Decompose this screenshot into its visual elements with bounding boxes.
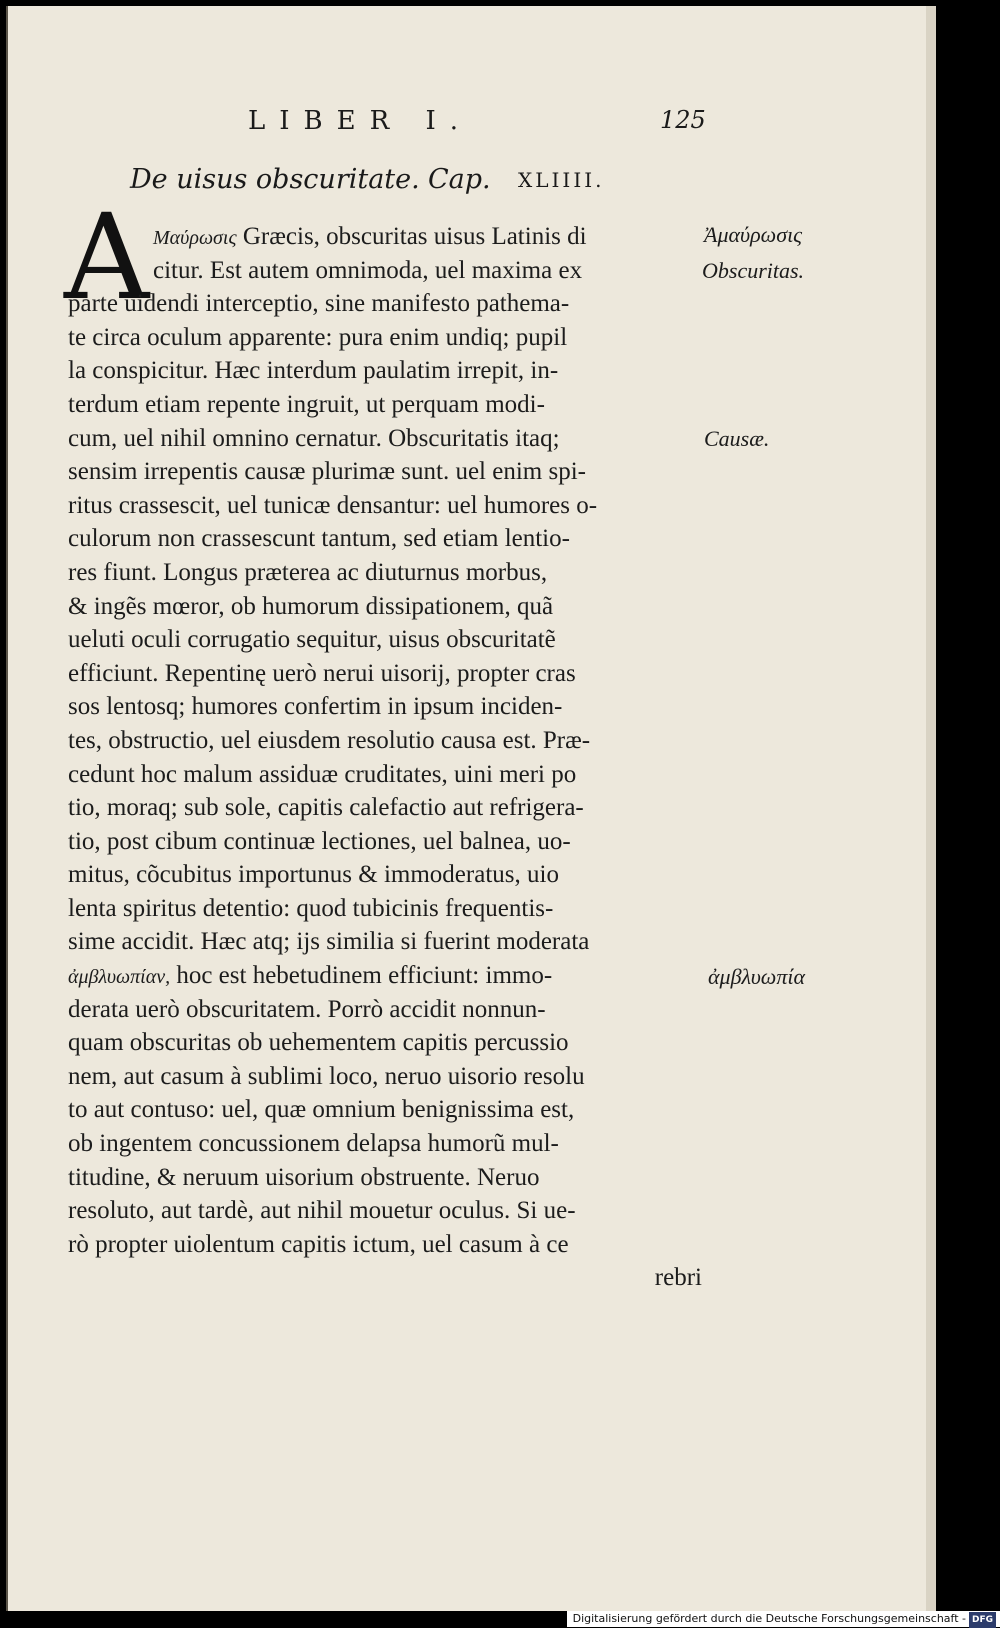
text-line: rò propter uiolentum capitis ictum, uel casum à ce [68, 1230, 569, 1258]
text-line: & ingẽs mœror, ob humorum dissipationem, quã [68, 592, 554, 620]
text-line: efficiunt. Repentinę uerò nerui uisorij, propter cras [68, 659, 576, 687]
running-head: LIBER I. [248, 106, 472, 136]
text-line: derata uerò obscuritatem. Porrò accidit nonnun- [68, 995, 546, 1023]
text-line: terdum etiam repente ingruit, ut perquam modi- [68, 390, 545, 418]
digitization-credit [567, 1611, 1000, 1627]
text-line: resoluto, aut tardè, aut nihil mouetur oculus. Si ue- [68, 1197, 576, 1225]
text-line: la conspicitur. Hæc interdum paulatim irrepit, in- [68, 357, 559, 385]
text-line-1-rest: Græcis, obscuritas uisus Latinis di [236, 223, 587, 250]
text-line: res fiunt. Longus præterea ac diuturnus morbus, [68, 558, 548, 586]
text-line-greek-rest: hoc est hebetudinem efficiunt: immo- [170, 962, 553, 990]
text-line-greek [68, 959, 708, 993]
book-page [6, 6, 936, 1611]
margin-note-causae: Causæ. [704, 426, 770, 451]
text-line: tio, post cibum continuæ lectiones, uel balnea, uo- [68, 827, 571, 855]
drop-cap-initial: A [64, 188, 150, 326]
text-line: tio, moraq; sub sole, capitis calefactio aut refrigera- [68, 794, 584, 822]
chapter-number: XLIIII. [518, 168, 605, 192]
text-line: tes, obstructio, uel eiusdem resolutio causa est. Præ- [68, 726, 591, 754]
text-line: titudine, & neruum uisorium obstruente. Neruo [68, 1163, 540, 1191]
greek-word: ἀμβλυωπίαν, [68, 966, 171, 989]
greek-word: Μαύρωσις [153, 227, 237, 249]
text-line: ueluti oculi corrugatio sequitur, uisus obscuritatẽ [68, 626, 556, 654]
text-line: lenta spiritus detentio: quod tubicinis frequentis- [68, 894, 554, 922]
dfg-logo: DFG [969, 1612, 996, 1628]
text-line: sos lentosq; humores confertim in ipsum inciden- [68, 693, 563, 721]
credit-text: Digitalisierung gefördert durch die Deutsche Forschungsgemeinschaft - [572, 1612, 966, 1625]
text-line: ritus crassescit, uel tunicæ densantur: uel humores o- [68, 491, 598, 519]
text-line: cum, uel nihil omnino cernatur. Obscuritatis itaq; [68, 424, 560, 452]
text-line: te circa oculum apparente: pura enim undiq; pupil [68, 323, 568, 351]
text-line: sensim irrepentis causæ plurimæ sunt. uel enim spi- [68, 458, 586, 486]
text-line: mitus, cõcubitus importunus & immoderatus, uio [68, 861, 559, 889]
chapter-cap-label: Cap. [428, 164, 491, 195]
text-line: cedunt hoc malum assiduæ cruditates, uini meri po [68, 760, 577, 788]
text-line: ob ingentem concussionem delapsa humorũ mul- [68, 1130, 559, 1158]
text-line: quam obscuritas ob uehementem capitis percussio [68, 1029, 569, 1057]
text-line: parte uidendi interceptio, sine manifesto pathema- [68, 290, 570, 318]
text-line: culorum non crassescunt tantum, sed etiam lentio- [68, 525, 570, 553]
margin-note-obscuritas: Obscuritas. [702, 258, 805, 283]
text-line: citur. Est autem omnimoda, uel maxima ex [153, 256, 583, 284]
margin-note-amaurosis: Ἀμαύρωσις [704, 222, 803, 247]
page-number: 125 [660, 106, 706, 134]
text-line-1 [68, 220, 708, 254]
margin-note-amblyopia: ἀμβλυωπία [708, 964, 806, 989]
chapter-title: De uisus obscuritate. [130, 164, 420, 195]
text-line: sime accidit. Hæc atq; ijs similia si fuerint moderata [68, 928, 590, 956]
catchword: rebri [654, 1264, 702, 1292]
body-text [68, 220, 708, 1295]
text-line: to aut contuso: uel, quæ omnium benignissima est, [68, 1096, 575, 1124]
page-edge [926, 6, 936, 1611]
text-line: nem, aut casum à sublimi loco, neruo uisorio resolu [68, 1062, 585, 1090]
